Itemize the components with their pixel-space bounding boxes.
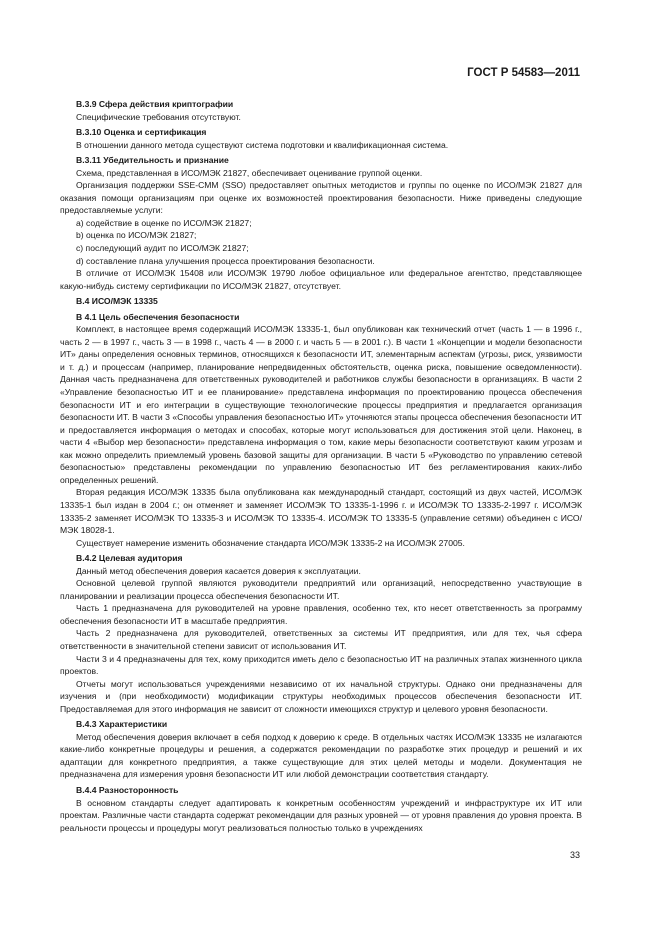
paragraph: Схема, представленная в ИСО/МЭК 21827, обеспечивает оценивание группой оценки. [76,167,423,178]
section-heading: B.3.11 Убедительность и признание [76,155,229,166]
document-header: ГОСТ Р 54583—2011 [467,67,580,79]
section-heading: B.4.2 Целевая аудитория [76,553,183,564]
list-item: c) последующий аудит по ИСО/МЭК 21827; [76,243,249,254]
paragraph: Существует намерение изменить обозначение стандарта ИСО/МЭК 13335-2 на ИСО/МЭК 27005. [76,537,465,548]
section-heading: B.4 ИСО/МЭК 13335 [76,296,158,307]
section-heading: B 4.1 Цель обеспечения безопасности [76,311,240,322]
paragraph: Специфические требования отсутствуют. [76,111,241,122]
paragraph: Организация поддержки SSE-CMM (SSO) предоставляет опытных методистов и группы по оценке по ИСО/МЭК 21827 для оказания помощи организациям при оценке их возможностей проектирования безопасности. Ниже приведены следующие предоставляемые услуги: [60,180,582,216]
paragraph: Комплект, в настоящее время содержащий ИСО/МЭК 13335-1, был опубликован как технический отчет (часть 1 — в 1996 г., часть 2 — в 1997 г., часть 3 — в 1998 г., часть 4 — в 2000 г. и часть 5 — в 2001 г.). В части 1 «Концепции и модели безопасности ИТ» даны определения основных терминов, относящихся к безопасности ИТ, элементарным аспектам (угрозы, риск, уязвимости и т. д.) и процессам (например, планирование непредвиденных обстоятельств, оценка риска, повышение осведомленности). Данная часть предназначена для ответственных руководителей и работников службы безопасности в организациях. В части 2 «Управление безопасностью ИТ и ее планирование» представлена информация по проектированию процесса обеспечения безопасности ИТ и его интеграции в существующие технологические процессы предприятия и предлагается организация безопасности ИТ. В части 3 «Способы управления безопасностью ИТ» уточняются этапы процесса обеспечения безопасности ИТ и предоставляется информация о методах и способах, которые могут использоваться для достижения этой цели. Наконец, в части 4 «Выбор мер безопасности» представлена информация о том, какие меры безопасности соответствуют каким угрозам и как можно определить приемлемый уровень базовой защиты для организации. В части 5 «Руководство по управлению сетевой безопасностью» представлены рекомендации по управлению безопасностью ИТ без регламентирования каких-либо определенных решений. [60,324,582,485]
list-item: d) составление плана улучшения процесса проектирования безопасности. [76,255,375,266]
paragraph: Метод обеспечения доверия включает в себя подход к доверию к среде. В отдельных частях ИСО/МЭК 13335 не излагаются какие-либо конкретные процедуры и решения, а содержатся рекомендации по разработке этих процедур и решений и их адаптации для конкретного предприятия, а также существующие для этих целей методы и модели. Документация не предназначена для измерения уровня безопасности ИТ или любой демонстрации соответствия стандарту. [60,731,582,780]
paragraph: В основном стандарты следует адаптировать к конкретным особенностям учреждений и инфраструктуре их ИТ или проектам. Различные части стандарта содержат рекомендации для разных уровней — от уровня правления до уровня проекта. В реальности процессы и процедуры могут реализоваться полностью только в учреждениях [60,797,582,833]
paragraph: Часть 2 предназначена для руководителей, ответственных за системы ИТ предприятия, или для тех, чья сфера ответственности в значительной степени зависит от использования ИТ. [60,628,582,651]
document-body [60,98,582,834]
section-heading: B.4.4 Разносторонность [76,784,179,795]
paragraph: Данный метод обеспечения доверия касается доверия к эксплуатации. [76,565,361,576]
section-heading: B.3.10 Оценка и сертификация [76,127,207,138]
paragraph: Части 3 и 4 предназначены для тех, кому приходится иметь дело с безопасностью ИТ на различных этапах жизненного цикла проектов. [60,653,582,677]
list-item: b) оценка по ИСО/МЭК 21827; [76,230,197,241]
paragraph: Часть 1 предназначена для руководителей на уровне правления, особенно тех, кто несет ответственность за программу обеспечения безопасности ИТ в масштабе предприятия. [60,603,582,626]
paragraph: Основной целевой группой являются руководители предприятий или организаций, непосредственно участвующие в планировании и реализации процесса обеспечения безопасности ИТ. [60,578,582,601]
page-number: 33 [569,850,580,860]
section-heading: B.3.9 Сфера действия криптографии [76,99,234,109]
list-item: a) содействие в оценке по ИСО/МЭК 21827; [76,217,252,228]
paragraph: В отличие от ИСО/МЭК 15408 или ИСО/МЭК 19790 любое официальное или федеральное агентство, представляющее какую-нибудь систему сертификации по ИСО/МЭК 21827, отсутствует. [60,268,582,291]
section-heading: B.4.3 Характеристики [76,719,168,730]
paragraph: Вторая редакция ИСО/МЭК 13335 была опубликована как международный стандарт, состоящий из двух частей, ИСО/МЭК 13335-1 был издан в 2004 г.; он отменяет и заменяет ИСО/МЭК ТО 13335-1-1996 г. и ИСО/МЭК ТО 13335-2-1997 г. ИСО/МЭК 13335-2 заменяет ИСО/МЭК ТО 13335-3 и ИСО/МЭК ТО 13335-4. ИСО/МЭК ТО 13335-5 (управление сетями) объединен с ИСО/МЭК 18028-1. [60,487,582,536]
paragraph: Отчеты могут использоваться учреждениями независимо от их начальной структуры. Однако они предназначены для изучения и (при необходимости) модификации структуры необходимых процессов обеспечения безопасности ИТ. Предоставляемая для этого информация не зависит от сложности имеющихся структур и целевого уровня безопасности. [60,678,582,714]
paragraph: В отношении данного метода существуют система подготовки и квалификационная система. [76,139,449,150]
